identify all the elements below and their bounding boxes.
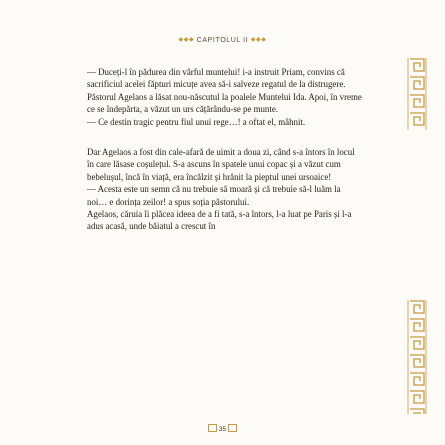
page-number-ornament-icon [208, 424, 217, 432]
paragraph: — Duceți-l în pădurea din vârful muntelui! i-a instruit Priam, convins că sacrificiul acelei făpturi micuțe avea să-i salveze regatul de la distrugere. [87, 67, 346, 90]
section-gap [87, 128, 363, 146]
greek-key-border-icon [407, 58, 427, 130]
paragraph: Agelaos, căruia îi plăcea ideea de a fi tată, s-a întors, l-a luat pe Paris și l-a adus acasă, unde băiatul a crescut în [87, 209, 352, 232]
paragraph: Dar Agelaos a fost din cale-afară de uimit a doua zi, când s-a întors în locul în care lăsase coșulețul. S-a ascuns în spatele unui copac și a văzut cum bebelușul, încă în viață, era încălzit și hrănit la pieptul unei ursoaice! [87, 147, 355, 182]
greek-key-border-icon [407, 300, 427, 414]
chapter-title: CAPITOLUL II [196, 37, 249, 44]
paragraph: — Acesta este un semn că nu trebuie să moară și că trebuie să-l luăm la noi… e dorința zeilor! a spus soția păstorului. [87, 184, 341, 207]
paragraph: Păstorul Agelaos a lăsat nou-născutul la poalele Muntelui Ida. Apoi, în vreme ce se îndepărta, a văzut un urs cățărându-se pe munte. [87, 91, 362, 115]
page-number [0, 424, 445, 433]
page-number-label: 35 [218, 426, 227, 433]
header-ornament-right: ◆◆◆ [250, 37, 267, 43]
paragraph: — Ce destin tragic pentru fiul unui rege…! a oftat el, mâhnit. [87, 116, 306, 127]
chapter-header [0, 36, 445, 44]
body-text [87, 66, 363, 233]
header-ornament-left: ◆◆◆ [178, 37, 195, 43]
page-number-ornament-icon [228, 424, 237, 432]
